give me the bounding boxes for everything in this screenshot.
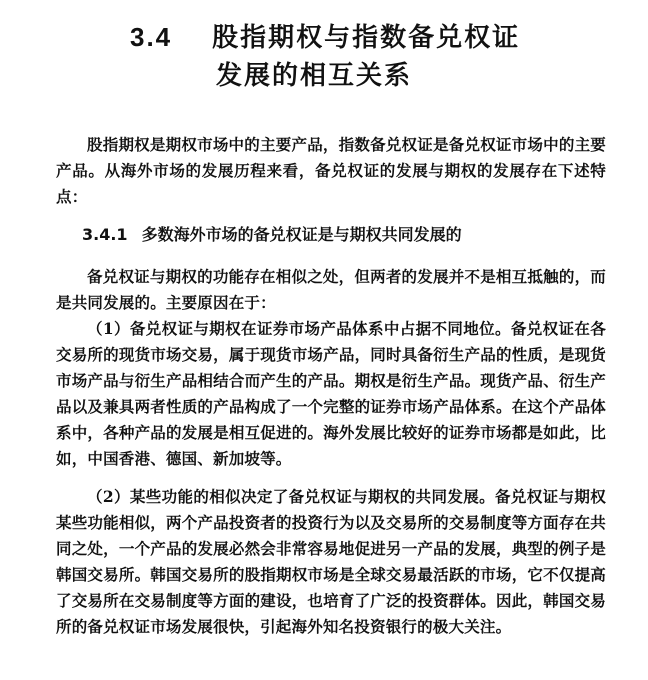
section-title-line1: 股指期权与指数备兑权证 bbox=[212, 23, 521, 53]
subsection-title: 多数海外市场的备兑权证是与期权共同发展的 bbox=[141, 225, 462, 244]
subsection-number: 3.4.1 bbox=[82, 225, 128, 244]
section-heading bbox=[130, 18, 590, 95]
body-paragraph: （2）某些功能的相似决定了备兑权证与期权的共同发展。备兑权证与期权某些功能相似，两个产品投资者的投资行为以及交易所的交易制度等方面存在共同之处，一个产品的发展必然会非常容易地促进另一产品的发展，典型的例子是韩国交易所。韩国交易所的股指期权市场是全球交易最活跃的市场，它不仅提高了交易所在交易制度等方面的建设，也培育了广泛的投资群体。因此，韩国交易所的备兑权证市场发展很快，引起海外知名投资银行的极大关注。 bbox=[56, 487, 606, 636]
body-paragraph: 备兑权证与期权的功能存在相似之处，但两者的发展并不是相互抵触的，而是共同发展的。主要原因在于： bbox=[56, 267, 606, 312]
section-number: 3.4 bbox=[130, 22, 173, 52]
body-paragraph: （1）备兑权证与期权在证券市场产品体系中占据不同地位。备兑权证在各交易所的现货市场交易，属于现货市场产品，同时具备衍生产品的性质，是现货市场产品与衍生产品相结合而产生的产品。期权是衍生产品。现货产品、衍生产品以及兼具两者性质的产品构成了一个完整的证券市场产品体系。在这个产品体系中，各种产品的发展是相互促进的。海外发展比较好的证券市场都是如此，比如，中国香港、德国、新加坡等。 bbox=[56, 319, 606, 468]
intro-paragraph: 股指期权是期权市场中的主要产品，指数备兑权证是备兑权证市场中的主要产品。从海外市场的发展历程来看，备兑权证的发展与期权的发展存在下述特点： bbox=[56, 135, 606, 206]
subsection-heading bbox=[82, 222, 602, 248]
section-title-line2: 发展的相互关系 bbox=[216, 61, 413, 91]
